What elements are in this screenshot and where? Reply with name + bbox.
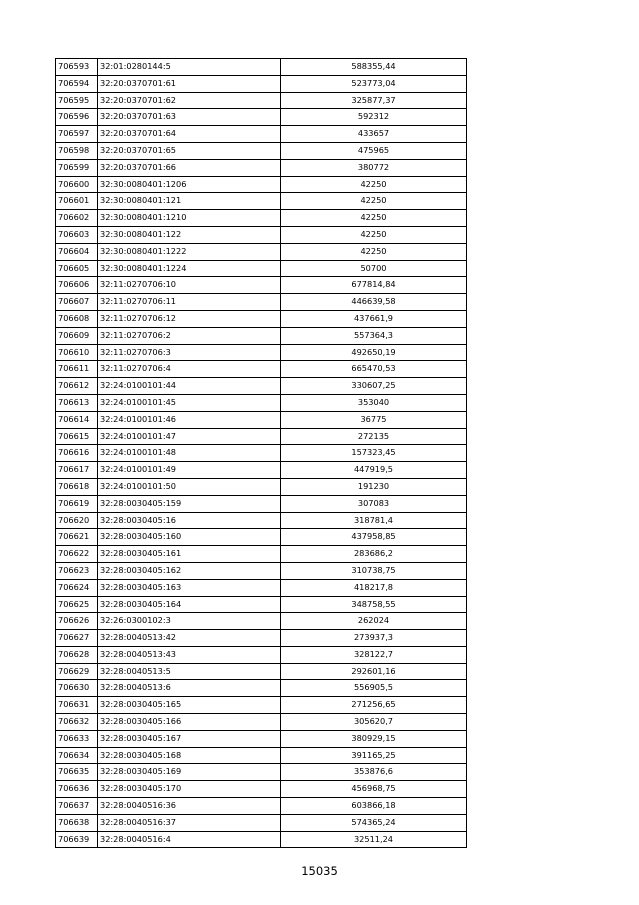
row-id-cell: 706620 [56,512,98,529]
value-cell: 475965 [281,142,467,159]
value-cell: 307083 [281,495,467,512]
value-cell: 446639,58 [281,294,467,311]
cadastral-number-cell: 32:20:0370701:61 [98,75,281,92]
row-id-cell: 706639 [56,831,98,848]
table-row [56,730,467,747]
value-cell: 310738,75 [281,562,467,579]
cadastral-number-cell: 32:28:0040513:5 [98,663,281,680]
row-id-cell: 706593 [56,59,98,76]
cadastral-number-cell: 32:11:0270706:11 [98,294,281,311]
cadastral-number-cell: 32:28:0030405:168 [98,747,281,764]
row-id-cell: 706631 [56,697,98,714]
cadastral-number-cell: 32:01:0280144:5 [98,59,281,76]
value-cell: 437958,85 [281,529,467,546]
table-row [56,495,467,512]
table-row [56,579,467,596]
cadastral-number-cell: 32:28:0040516:37 [98,814,281,831]
table-row [56,781,467,798]
value-cell: 273937,3 [281,630,467,647]
cadastral-number-cell: 32:11:0270706:10 [98,277,281,294]
cadastral-number-cell: 32:20:0370701:66 [98,159,281,176]
row-id-cell: 706600 [56,176,98,193]
cadastral-number-cell: 32:26:0300102:3 [98,613,281,630]
value-cell: 492650,19 [281,344,467,361]
value-cell: 556905,5 [281,680,467,697]
table-row [56,75,467,92]
cadastral-number-cell: 32:30:0080401:121 [98,193,281,210]
value-cell: 418217,8 [281,579,467,596]
cadastral-number-cell: 32:24:0100101:49 [98,462,281,479]
row-id-cell: 706630 [56,680,98,697]
table-row [56,562,467,579]
cadastral-number-cell: 32:28:0040513:6 [98,680,281,697]
value-cell: 272135 [281,428,467,445]
value-cell: 328122,7 [281,646,467,663]
cadastral-number-cell: 32:24:0100101:44 [98,378,281,395]
cadastral-number-cell: 32:28:0030405:170 [98,781,281,798]
cadastral-number-cell: 32:30:0080401:1210 [98,210,281,227]
row-id-cell: 706606 [56,277,98,294]
value-cell: 353040 [281,394,467,411]
row-id-cell: 706632 [56,714,98,731]
table-row [56,277,467,294]
row-id-cell: 706611 [56,361,98,378]
cadastral-number-cell: 32:20:0370701:64 [98,126,281,143]
row-id-cell: 706635 [56,764,98,781]
table-row [56,613,467,630]
row-id-cell: 706594 [56,75,98,92]
row-id-cell: 706613 [56,394,98,411]
row-id-cell: 706614 [56,411,98,428]
value-cell: 677814,84 [281,277,467,294]
registry-table [55,58,467,848]
row-id-cell: 706623 [56,562,98,579]
table-row [56,747,467,764]
value-cell: 557364,3 [281,327,467,344]
table-row [56,411,467,428]
row-id-cell: 706633 [56,730,98,747]
table-row [56,210,467,227]
value-cell: 437661,9 [281,310,467,327]
row-id-cell: 706597 [56,126,98,143]
row-id-cell: 706624 [56,579,98,596]
row-id-cell: 706634 [56,747,98,764]
cadastral-number-cell: 32:11:0270706:4 [98,361,281,378]
table-row [56,814,467,831]
row-id-cell: 706636 [56,781,98,798]
value-cell: 292601,16 [281,663,467,680]
cadastral-number-cell: 32:30:0080401:1206 [98,176,281,193]
cadastral-number-cell: 32:28:0030405:162 [98,562,281,579]
value-cell: 157323,45 [281,445,467,462]
page-number: 15035 [301,864,338,878]
value-cell: 50700 [281,260,467,277]
table-row [56,394,467,411]
table-row [56,142,467,159]
row-id-cell: 706604 [56,243,98,260]
cadastral-number-cell: 32:28:0030405:160 [98,529,281,546]
row-id-cell: 706605 [56,260,98,277]
table-row [56,445,467,462]
table-row [56,462,467,479]
table-row [56,361,467,378]
table-row [56,126,467,143]
table-row [56,831,467,848]
cadastral-number-cell: 32:24:0100101:47 [98,428,281,445]
value-cell: 191230 [281,478,467,495]
row-id-cell: 706607 [56,294,98,311]
value-cell: 32511,24 [281,831,467,848]
cadastral-number-cell: 32:20:0370701:62 [98,92,281,109]
value-cell: 330607,25 [281,378,467,395]
cadastral-number-cell: 32:20:0370701:63 [98,109,281,126]
table-row [56,714,467,731]
row-id-cell: 706629 [56,663,98,680]
table-row [56,512,467,529]
table-row [56,697,467,714]
cadastral-number-cell: 32:28:0030405:169 [98,764,281,781]
row-id-cell: 706619 [56,495,98,512]
cadastral-number-cell: 32:11:0270706:3 [98,344,281,361]
cadastral-number-cell: 32:28:0030405:167 [98,730,281,747]
row-id-cell: 706627 [56,630,98,647]
table-row [56,193,467,210]
row-id-cell: 706608 [56,310,98,327]
row-id-cell: 706622 [56,546,98,563]
cadastral-number-cell: 32:28:0030405:166 [98,714,281,731]
value-cell: 262024 [281,613,467,630]
cadastral-number-cell: 32:24:0100101:48 [98,445,281,462]
row-id-cell: 706595 [56,92,98,109]
row-id-cell: 706602 [56,210,98,227]
table-row [56,243,467,260]
value-cell: 348758,55 [281,596,467,613]
value-cell: 36775 [281,411,467,428]
value-cell: 271256,65 [281,697,467,714]
registry-table-body [56,59,467,848]
row-id-cell: 706638 [56,814,98,831]
cadastral-number-cell: 32:30:0080401:1224 [98,260,281,277]
value-cell: 42250 [281,226,467,243]
value-cell: 318781,4 [281,512,467,529]
value-cell: 433657 [281,126,467,143]
row-id-cell: 706618 [56,478,98,495]
table-row [56,529,467,546]
cadastral-number-cell: 32:28:0030405:165 [98,697,281,714]
value-cell: 380929,15 [281,730,467,747]
table-row [56,630,467,647]
table-row [56,226,467,243]
cadastral-number-cell: 32:11:0270706:12 [98,310,281,327]
cadastral-number-cell: 32:11:0270706:2 [98,327,281,344]
row-id-cell: 706616 [56,445,98,462]
cadastral-number-cell: 32:28:0040513:42 [98,630,281,647]
value-cell: 603866,18 [281,798,467,815]
cadastral-number-cell: 32:28:0030405:161 [98,546,281,563]
table-row [56,294,467,311]
row-id-cell: 706609 [56,327,98,344]
table-row [56,260,467,277]
row-id-cell: 706610 [56,344,98,361]
value-cell: 447919,5 [281,462,467,479]
value-cell: 305620,7 [281,714,467,731]
row-id-cell: 706603 [56,226,98,243]
row-id-cell: 706628 [56,646,98,663]
cadastral-number-cell: 32:20:0370701:65 [98,142,281,159]
table-row [56,176,467,193]
value-cell: 665470,53 [281,361,467,378]
table-row [56,344,467,361]
cadastral-number-cell: 32:30:0080401:122 [98,226,281,243]
cadastral-number-cell: 32:28:0030405:16 [98,512,281,529]
value-cell: 380772 [281,159,467,176]
cadastral-number-cell: 32:30:0080401:1222 [98,243,281,260]
row-id-cell: 706637 [56,798,98,815]
value-cell: 523773,04 [281,75,467,92]
row-id-cell: 706601 [56,193,98,210]
row-id-cell: 706596 [56,109,98,126]
cadastral-number-cell: 32:28:0040516:36 [98,798,281,815]
row-id-cell: 706625 [56,596,98,613]
table-row [56,109,467,126]
table-row [56,59,467,76]
row-id-cell: 706626 [56,613,98,630]
value-cell: 42250 [281,210,467,227]
table-row [56,764,467,781]
table-row [56,663,467,680]
value-cell: 588355,44 [281,59,467,76]
table-row [56,428,467,445]
table-row [56,159,467,176]
row-id-cell: 706615 [56,428,98,445]
cadastral-number-cell: 32:24:0100101:45 [98,394,281,411]
table-row [56,478,467,495]
value-cell: 283686,2 [281,546,467,563]
value-cell: 391165,25 [281,747,467,764]
row-id-cell: 706621 [56,529,98,546]
cadastral-number-cell: 32:28:0030405:159 [98,495,281,512]
table-row [56,596,467,613]
cadastral-number-cell: 32:28:0040513:43 [98,646,281,663]
value-cell: 42250 [281,193,467,210]
value-cell: 353876,6 [281,764,467,781]
table-row [56,378,467,395]
row-id-cell: 706599 [56,159,98,176]
cadastral-number-cell: 32:24:0100101:50 [98,478,281,495]
cadastral-number-cell: 32:28:0040516:4 [98,831,281,848]
table-row [56,646,467,663]
table-row [56,310,467,327]
value-cell: 325877,37 [281,92,467,109]
cadastral-number-cell: 32:28:0030405:164 [98,596,281,613]
cadastral-number-cell: 32:28:0030405:163 [98,579,281,596]
value-cell: 574365,24 [281,814,467,831]
value-cell: 592312 [281,109,467,126]
table-row [56,92,467,109]
table-row [56,798,467,815]
value-cell: 42250 [281,176,467,193]
value-cell: 42250 [281,243,467,260]
row-id-cell: 706617 [56,462,98,479]
table-row [56,546,467,563]
table-row [56,680,467,697]
cadastral-number-cell: 32:24:0100101:46 [98,411,281,428]
table-row [56,327,467,344]
row-id-cell: 706612 [56,378,98,395]
row-id-cell: 706598 [56,142,98,159]
value-cell: 456968,75 [281,781,467,798]
